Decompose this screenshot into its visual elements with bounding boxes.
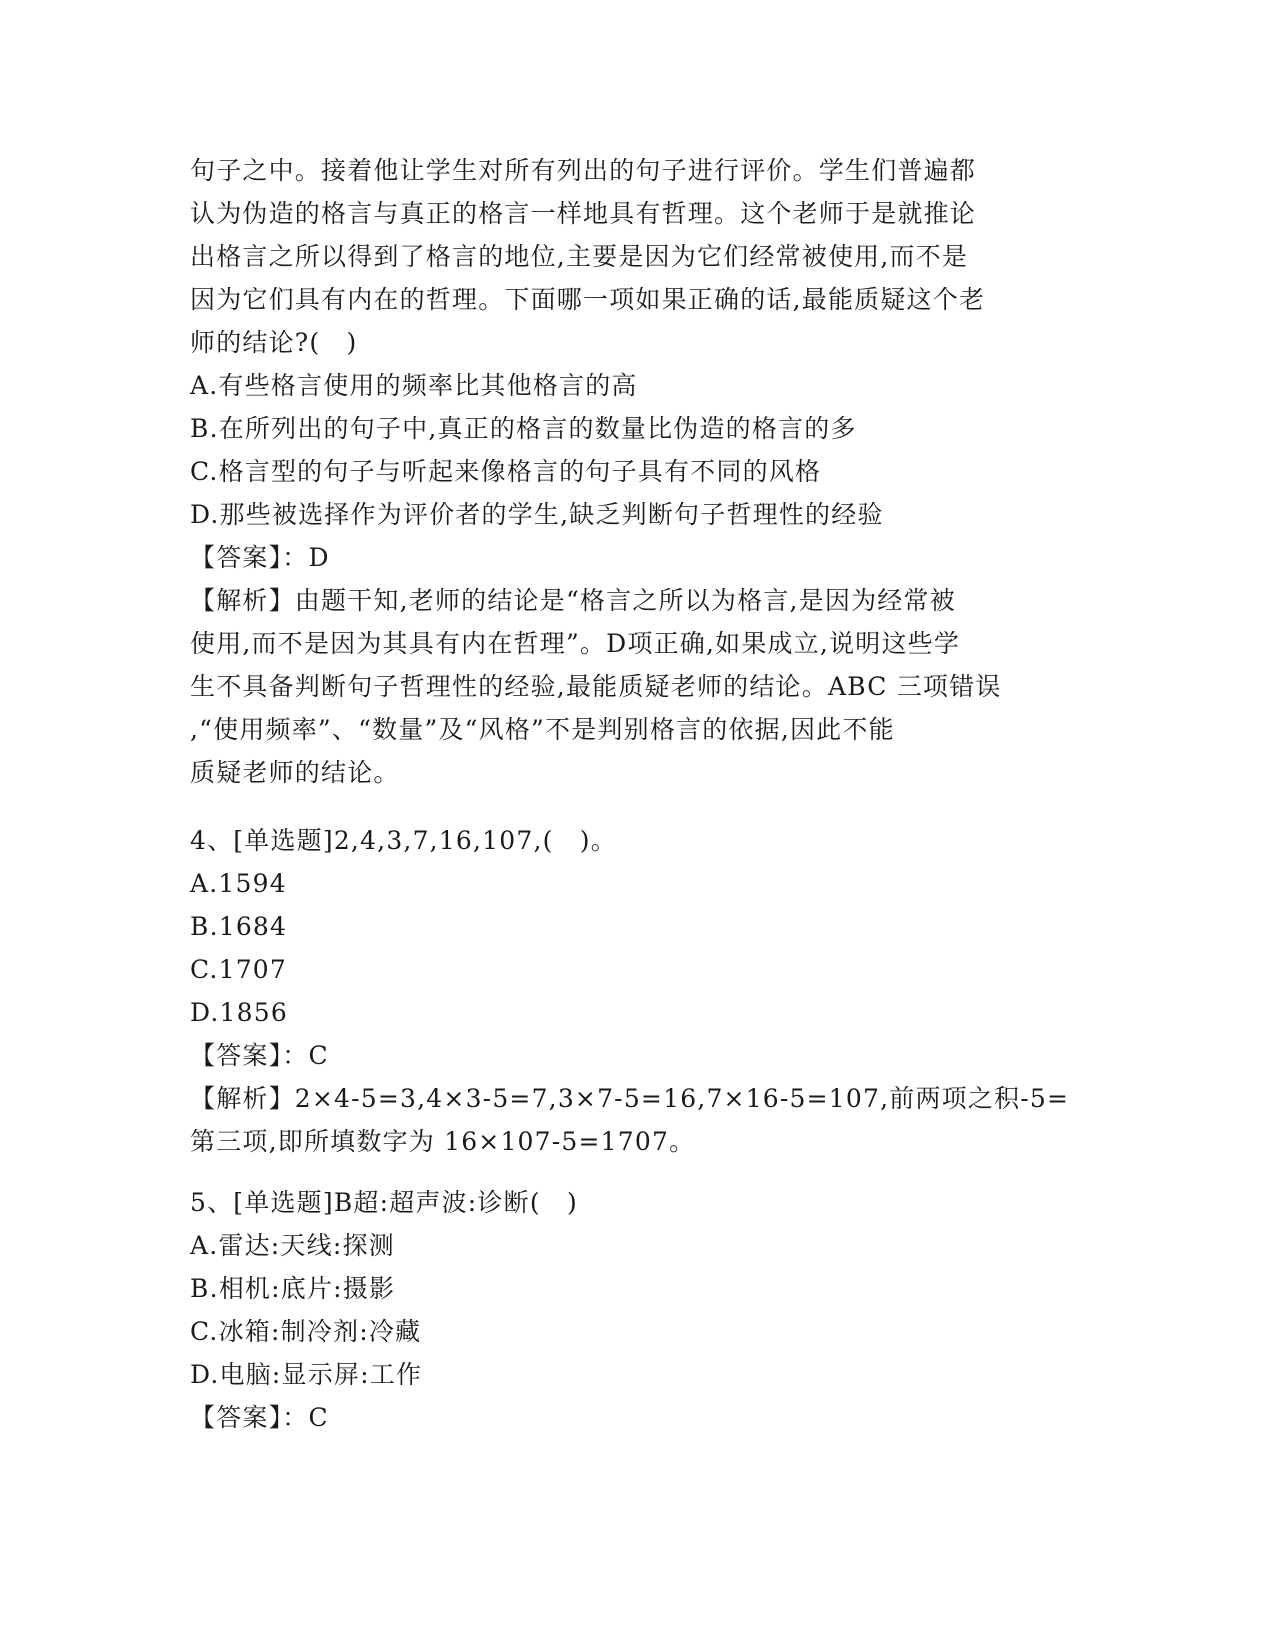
question-4-analysis-line: 【解析】2×4-5=3,4×3-5=7,3×7-5=16,7×16-5=107,前两项之积-5= bbox=[190, 1084, 1070, 1113]
question-5-option-b: B.相机:底片:摄影 bbox=[190, 1274, 396, 1303]
question-3-stem-line: 句子之中。接着他让学生对所有列出的句子进行评价。学生们普遍都 bbox=[190, 156, 977, 185]
question-4-option-c: C.1707 bbox=[190, 955, 288, 984]
question-3-analysis-line: 【解析】由题干知,老师的结论是“格言之所以为格言,是因为经常被 bbox=[190, 586, 956, 615]
question-4-option-b: B.1684 bbox=[190, 912, 288, 941]
question-3-stem-line: 因为它们具有内在的哲理。下面哪一项如果正确的话,最能质疑这个老 bbox=[190, 285, 986, 314]
question-3-stem-line: 出格言之所以得到了格言的地位,主要是因为它们经常被使用,而不是 bbox=[190, 242, 969, 271]
question-3-analysis-line: ,“使用频率”、“数量”及“风格”不是判别格言的依据,因此不能 bbox=[190, 715, 895, 744]
question-5-answer: 【答案】：C bbox=[190, 1403, 329, 1432]
question-5-option-a: A.雷达:天线:探测 bbox=[190, 1231, 395, 1260]
question-3-stem-line: 认为伪造的格言与真正的格言一样地具有哲理。这个老师于是就推论 bbox=[190, 199, 977, 228]
question-3-option-c: C.格言型的句子与听起来像格言的句子具有不同的风格 bbox=[190, 457, 822, 486]
question-3 bbox=[190, 149, 1090, 794]
question-4-option-d: D.1856 bbox=[190, 998, 288, 1027]
question-4-stem: 4、[单选题]2,4,3,7,16,107,( )。 bbox=[190, 826, 617, 855]
question-3-analysis-line: 使用,而不是因为其具有内在哲理”。D项正确,如果成立,说明这些学 bbox=[190, 629, 961, 658]
question-3-analysis-line: 生不具备判断句子哲理性的经验,最能质疑老师的结论。ABC 三项错误 bbox=[190, 672, 1002, 701]
question-4-analysis-line: 第三项,即所填数字为 16×107-5=1707。 bbox=[190, 1127, 696, 1156]
question-5 bbox=[190, 1181, 1090, 1439]
question-5-option-c: C.冰箱:制冷剂:冷藏 bbox=[190, 1317, 422, 1346]
question-3-stem-line: 师的结论?( ) bbox=[190, 328, 358, 357]
question-3-option-a: A.有些格言使用的频率比其他格言的高 bbox=[190, 371, 638, 400]
question-3-option-b: B.在所列出的句子中,真正的格言的数量比伪造的格言的多 bbox=[190, 414, 857, 443]
question-4-answer: 【答案】：C bbox=[190, 1041, 329, 1070]
question-3-answer: 【答案】：D bbox=[190, 543, 330, 572]
question-4 bbox=[190, 819, 1090, 1163]
question-5-stem: 5、[单选题]B超:超声波:诊断( ) bbox=[190, 1188, 578, 1217]
question-4-option-a: A.1594 bbox=[190, 869, 287, 898]
question-3-option-d: D.那些被选择作为评价者的学生,缺乏判断句子哲理性的经验 bbox=[190, 500, 884, 529]
question-5-option-d: D.电脑:显示屏:工作 bbox=[190, 1360, 423, 1389]
question-3-analysis-line: 质疑老师的结论。 bbox=[190, 758, 400, 787]
